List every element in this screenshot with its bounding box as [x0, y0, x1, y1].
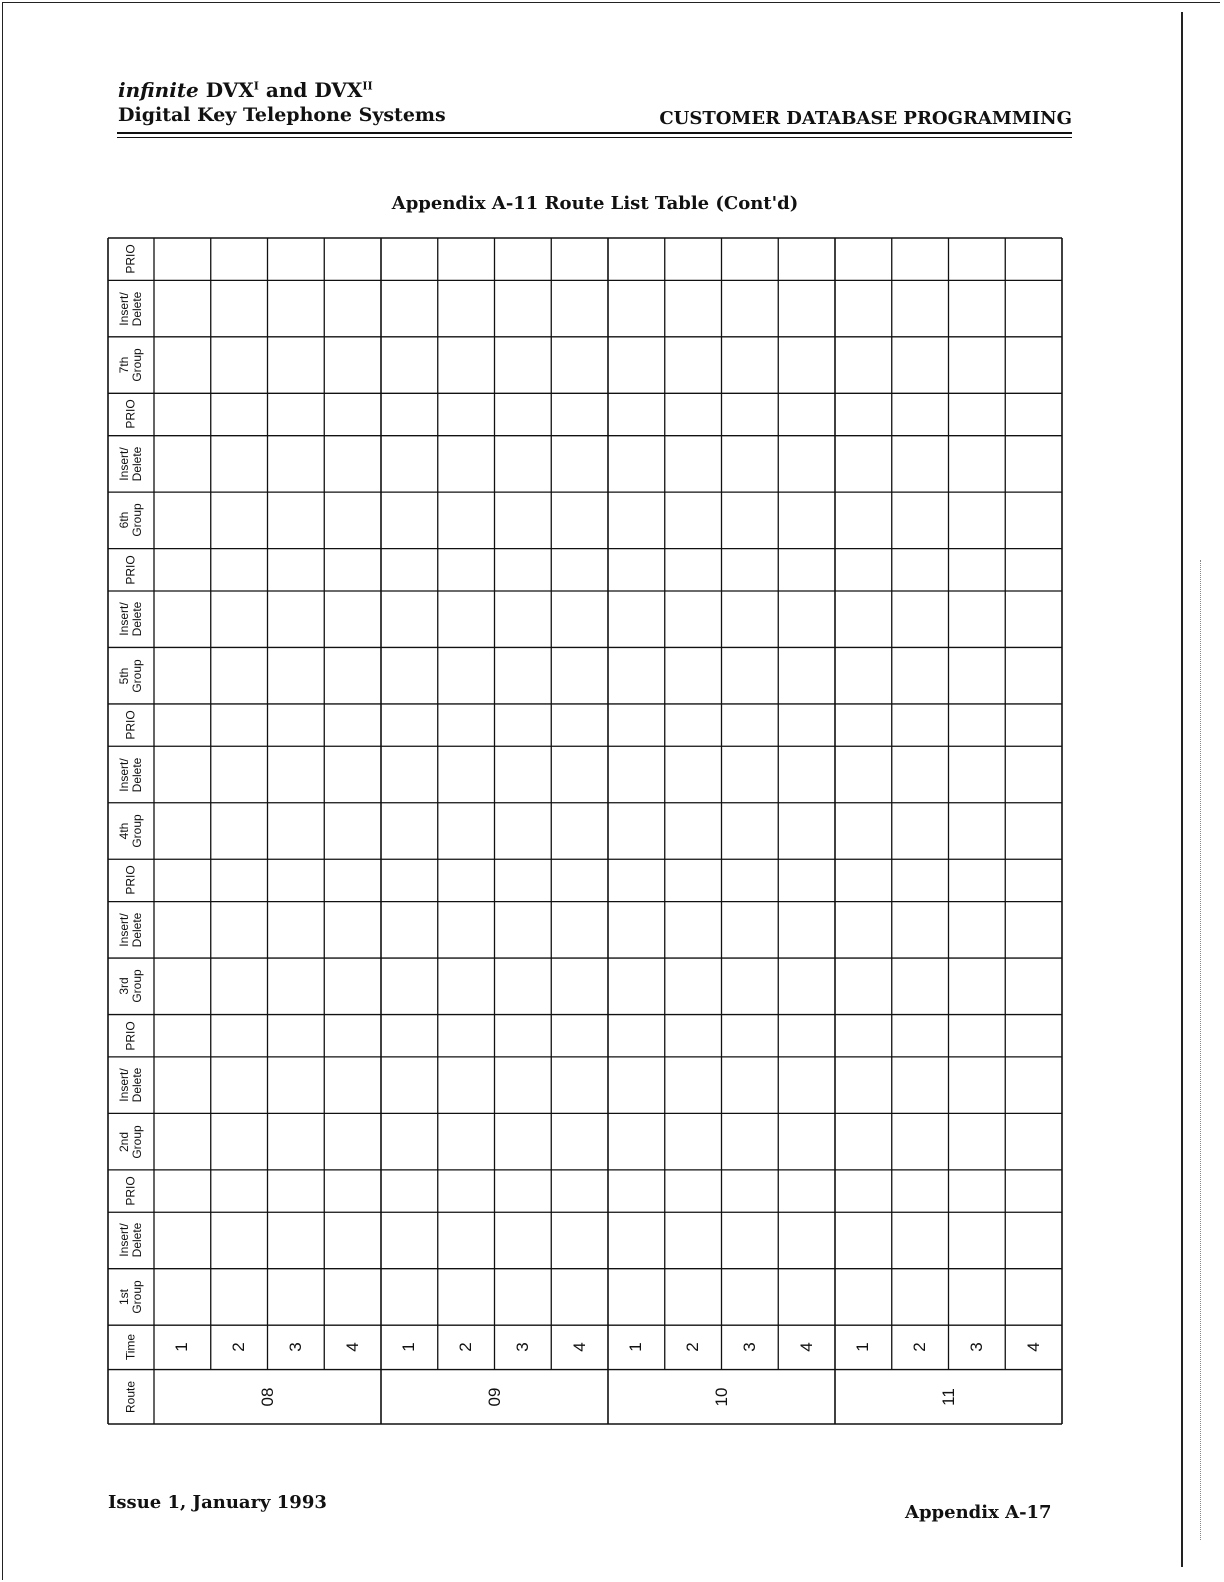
row-label [108, 549, 154, 591]
row-label [108, 591, 154, 647]
time-value: 2 [456, 1342, 476, 1353]
row-label-text: 3rd Group [117, 969, 144, 1003]
row-label [108, 1269, 154, 1325]
row-label-text: PRIO [123, 710, 138, 740]
route-value: 11 [938, 1387, 958, 1406]
time-value: 1 [853, 1342, 873, 1353]
route-value: 08 [257, 1387, 277, 1407]
table-grid-lines [108, 238, 1062, 1424]
time-value: 1 [172, 1342, 192, 1353]
row-label [108, 393, 154, 435]
binding-rule [1181, 12, 1183, 1567]
row-label [108, 902, 154, 958]
row-label-text: 1st Group [117, 1280, 144, 1314]
row-label-text: 6th Group [117, 503, 144, 538]
row-label [108, 337, 154, 393]
dvx2-superscript: II [362, 79, 373, 93]
row-label [108, 1170, 154, 1212]
row-label-text: 2nd Group [117, 1124, 144, 1159]
row-label-text: PRIO [123, 244, 138, 274]
time-value: 4 [1023, 1342, 1043, 1353]
time-value: 4 [569, 1342, 589, 1353]
time-value: 3 [512, 1342, 532, 1353]
time-value: 4 [796, 1342, 816, 1353]
header-rule-thick [117, 132, 1072, 134]
row-label-text: PRIO [123, 865, 138, 896]
row-label [108, 859, 154, 901]
row-label [108, 1212, 154, 1268]
footer-page-number: Appendix A-17 [905, 1502, 1052, 1523]
time-value: 3 [966, 1342, 986, 1353]
row-label [108, 1370, 154, 1424]
row-label-text: Insert/ Delete [117, 291, 144, 326]
product-name [118, 78, 446, 102]
row-label-text: Insert/ Delete [117, 1067, 144, 1103]
row-label [108, 958, 154, 1014]
time-value: 4 [342, 1342, 362, 1353]
row-label [108, 803, 154, 859]
row-label [108, 492, 154, 548]
dvx1-label: DVX [205, 78, 254, 102]
time-value: 1 [399, 1342, 419, 1353]
row-label [108, 1015, 154, 1057]
row-label [108, 704, 154, 746]
row-label-text: 4th Group [117, 814, 144, 848]
and-dvx-label: and DVX [265, 78, 363, 102]
time-value: 2 [229, 1342, 249, 1353]
row-label-text: 7th Group [117, 348, 144, 382]
route-value: 10 [711, 1387, 731, 1407]
time-value: 2 [683, 1342, 703, 1353]
row-label-text: Time [123, 1334, 138, 1361]
time-value: 3 [285, 1342, 305, 1353]
row-label-text: PRIO [123, 1021, 138, 1051]
product-subtitle: Digital Key Telephone Systems [118, 104, 446, 126]
route-value: 09 [484, 1387, 504, 1407]
row-label [108, 647, 154, 703]
row-label [108, 238, 154, 280]
row-label-text: 5th Group [117, 658, 144, 693]
row-label-text: PRIO [123, 399, 138, 430]
row-label-text: PRIO [123, 1176, 138, 1206]
row-label-text: Route [123, 1380, 138, 1413]
section-title: CUSTOMER DATABASE PROGRAMMING [659, 108, 1072, 129]
dvx1-superscript: I [253, 79, 259, 93]
row-label [108, 436, 154, 492]
footer-issue: Issue 1, January 1993 [108, 1492, 327, 1513]
document-header [118, 78, 446, 126]
row-label-text: Insert/ Delete [117, 757, 144, 792]
brand-italic: infinite [118, 78, 199, 102]
row-label [108, 1057, 154, 1113]
time-value: 3 [739, 1342, 759, 1353]
route-list-table [108, 238, 1062, 1424]
row-label [108, 280, 154, 336]
row-label-text: Insert/ Delete [117, 601, 144, 637]
row-label-text: PRIO [123, 555, 138, 585]
row-label-text: Insert/ Delete [117, 1223, 144, 1258]
row-label-text: Insert/ Delete [117, 446, 144, 482]
row-label [108, 1325, 154, 1369]
time-value: 2 [910, 1342, 930, 1353]
row-label [108, 1113, 154, 1169]
time-value: 1 [626, 1342, 646, 1353]
row-label [108, 746, 154, 802]
row-label-text: Insert/ Delete [117, 912, 144, 948]
header-rule-thin [117, 137, 1072, 138]
page-title: Appendix A-11 Route List Table (Cont'd) [391, 193, 799, 214]
binding-dots [1200, 560, 1201, 1540]
